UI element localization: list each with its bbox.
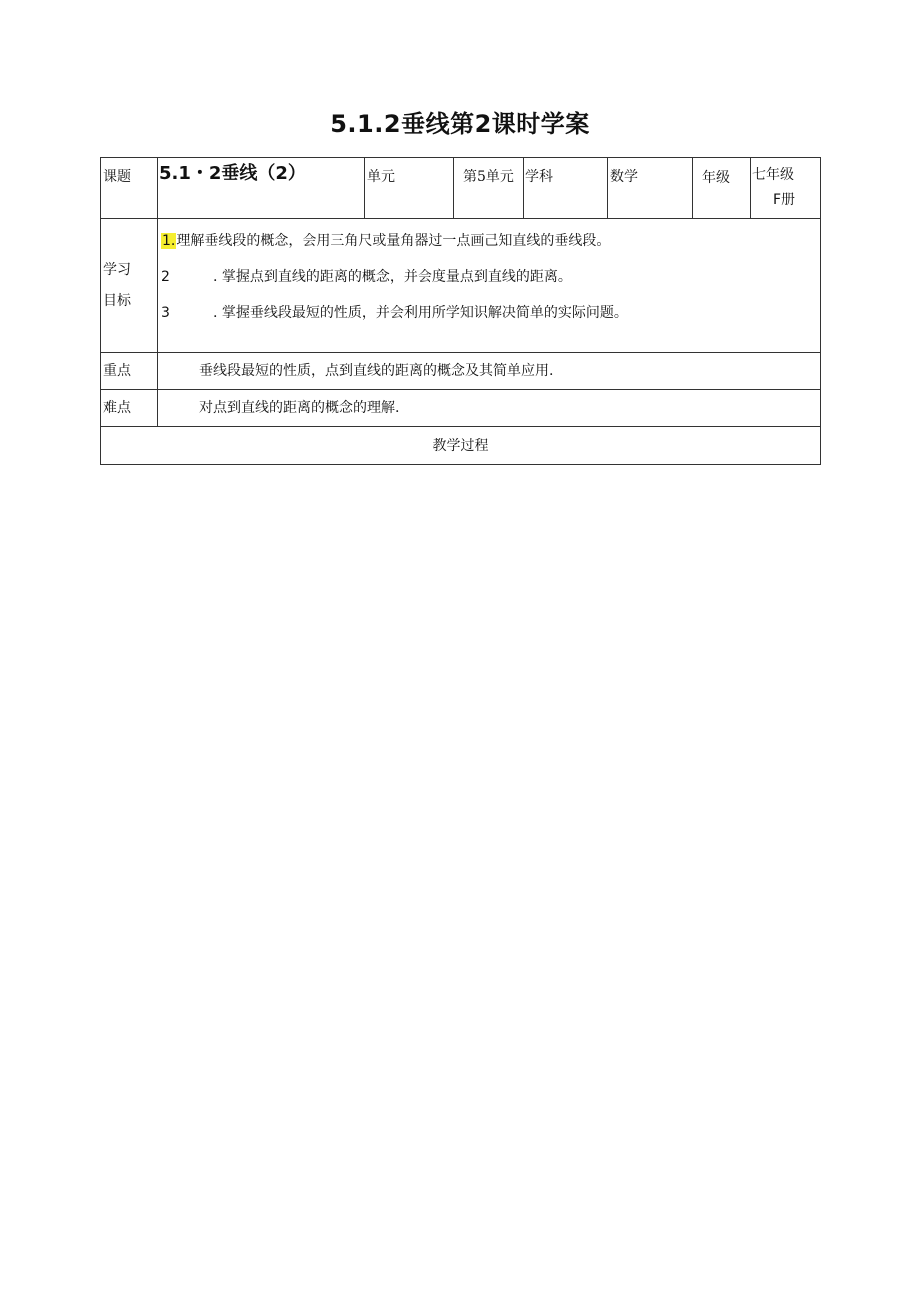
- unit-value-cell: [454, 158, 524, 219]
- goal-number: 2: [161, 269, 170, 285]
- process-cell: [101, 427, 821, 465]
- subject-value-cell: [608, 158, 693, 219]
- header-row: [101, 158, 821, 219]
- lesson-plan-table: [100, 157, 821, 465]
- goal-text: . 掌握点到直线的距离的概念，并会度量点到直线的距离。: [213, 269, 572, 285]
- difficulty-label-cell: [101, 390, 158, 427]
- topic-value-cell: [158, 158, 365, 219]
- goals-content-cell: [158, 219, 821, 353]
- difficulty-label: 难点: [103, 400, 131, 416]
- subject-label: 学科: [525, 169, 553, 185]
- difficulty-text: 对点到直线的距离的概念的理解.: [199, 400, 400, 416]
- unit-label: 单元: [367, 169, 395, 185]
- grade-label-cell: [693, 158, 751, 219]
- document-title: 5.1.2垂线第2课时学案: [330, 110, 590, 138]
- grade-value-line2: F册: [773, 192, 796, 208]
- key-point-row: [101, 353, 821, 390]
- goals-label-line2: 目标: [103, 293, 131, 309]
- goals-label-cell: [101, 219, 158, 353]
- difficulty-row: [101, 390, 821, 427]
- goals-label-line1: 学习: [103, 262, 131, 278]
- unit-value: 第5单元: [463, 169, 514, 185]
- key-point-content-cell: [158, 353, 821, 390]
- goal-text: 理解垂线段的概念，会用三角尺或量角器过一点画己知直线的垂线段。: [176, 233, 611, 249]
- goal-item: [161, 302, 628, 322]
- goal-item: [161, 266, 572, 286]
- grade-value-line1: 七年级: [752, 167, 794, 183]
- grade-label: 年级: [702, 170, 730, 186]
- key-point-text: 垂线段最短的性质，点到直线的距离的概念及其简单应用.: [199, 363, 554, 379]
- goal-number: 1.: [162, 233, 176, 249]
- difficulty-content-cell: [158, 390, 821, 427]
- goal-number: 3: [161, 305, 170, 321]
- unit-label-cell: [365, 158, 454, 219]
- topic-label-cell: [101, 158, 158, 219]
- key-point-label-cell: [101, 353, 158, 390]
- goals-row: [101, 219, 821, 353]
- topic-value: 5.1・2垂线（2）: [159, 163, 306, 184]
- topic-label: 课题: [103, 169, 131, 185]
- key-point-label: 重点: [103, 363, 131, 379]
- grade-value-cell: [751, 158, 821, 219]
- process-label: 教学过程: [432, 438, 489, 454]
- subject-value: 数学: [610, 169, 638, 185]
- subject-label-cell: [524, 158, 608, 219]
- process-row: [101, 427, 821, 465]
- goal-text: . 掌握垂线段最短的性质，并会利用所学知识解决简单的实际问题。: [213, 305, 628, 321]
- goal-item: [161, 230, 610, 250]
